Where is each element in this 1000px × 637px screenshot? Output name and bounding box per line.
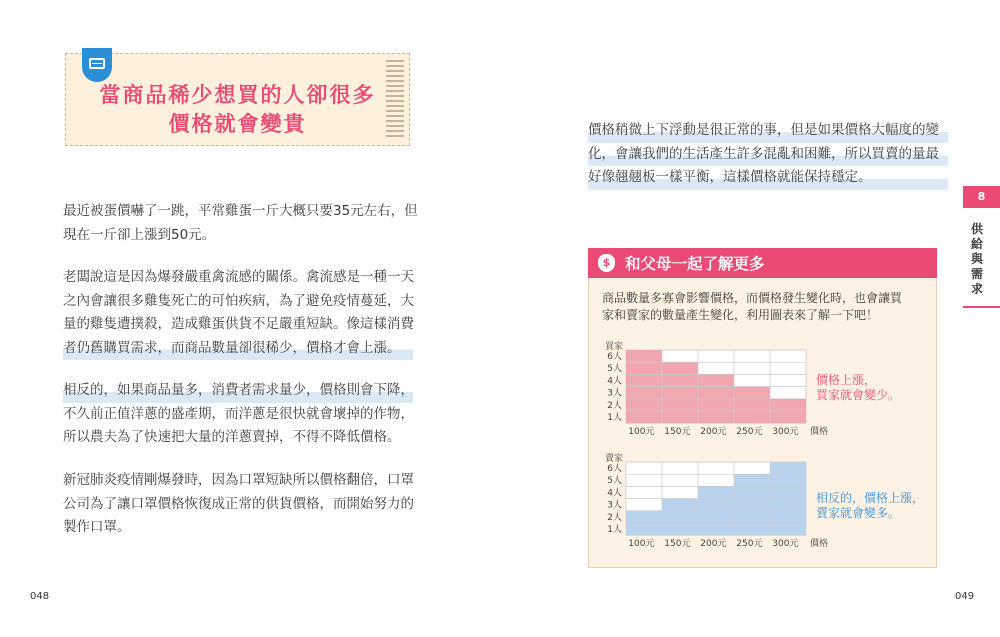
buyers-xtick: 250元 [736, 427, 763, 438]
buyers-note [816, 373, 900, 403]
buyers-xtick: 200元 [700, 427, 727, 438]
paragraph-4 [63, 469, 413, 540]
buyers-ytick: 6人 [607, 352, 622, 362]
sellers-ytick: 1人 [607, 525, 622, 535]
note-line: 買家就會變少。 [816, 388, 901, 402]
paragraph-line: 公司為了讓口罩價格恢復成正常的供貨價格，而開始努力的 [63, 495, 414, 512]
buyers-ytick: 5人 [607, 364, 622, 375]
chart-title-sellers: 賣家 [605, 454, 624, 464]
sellers-ytick: 5人 [607, 476, 622, 487]
right-paragraph [588, 119, 948, 190]
sellers-xtick: 100元 [628, 539, 655, 550]
paragraph-line: 老闆說這是因為爆發嚴重禽流感的關係。禽流感是一種一天 [63, 269, 414, 285]
page-number-right: 049 [955, 591, 975, 602]
buyers-xtick: 150元 [664, 427, 691, 438]
paragraph-line: 最近被蛋價嚇了一跳，平常雞蛋一斤大概只要35元左右，但 [63, 203, 418, 219]
paragraph-line: 所以農夫為了快速把大量的洋蔥賣掉，不得不降低價格。 [63, 429, 401, 445]
paragraph-line: 之內會讓很多雞隻死亡的可怕疾病，為了避免疫情蔓延，大 [63, 292, 414, 309]
sellers-ytick: 4人 [607, 488, 622, 499]
sellers-bar [662, 499, 698, 536]
title-line-2: 價格就會變貴 [168, 112, 307, 136]
paragraph-line: 價格稍微上下浮動是很正常的事，但是如果價格大幅度的變 [588, 119, 948, 143]
card-icon [89, 58, 105, 69]
buyers-xtick: 100元 [628, 427, 655, 438]
note-line: 價格上漲， [816, 373, 877, 387]
chapter-number: 8 [963, 186, 1000, 208]
buyers-ytick: 2人 [607, 400, 622, 411]
paragraph-line: 量的雞隻遭撲殺，造成雞蛋供貨不足嚴重短缺。像這樣消費 [63, 316, 414, 332]
paragraph-1 [63, 200, 418, 247]
sellers-note [816, 491, 924, 521]
intro-line: 家和賣家的數量產生變化，利用圖表來了解一下吧！ [602, 308, 879, 322]
paragraph-line: 新冠肺炎疫情剛爆發時，因為口罩短缺所以價格翻倍，口罩 [63, 472, 414, 488]
chapter-divider [963, 306, 1000, 308]
paragraph-line: 現在一斤卻上漲到50元。 [63, 226, 216, 243]
page-number-left: 048 [30, 591, 50, 602]
chapter-title: 供給與需求 [970, 222, 983, 296]
buyers-ytick: 4人 [607, 376, 622, 387]
sellers-bar [734, 474, 770, 535]
note-line: 相反的，價格上漲， [816, 491, 925, 505]
paragraph-2 [63, 266, 413, 360]
title-line-1: 當商品稀少想買的人卻很多 [99, 83, 376, 107]
sellers-xtick: 150元 [664, 539, 691, 550]
paragraph-line: 者仍舊購買需求，而商品數量卻很稀少，價格才會上漲。 [63, 337, 413, 361]
paragraph-line: 化，會讓我們的生活產生許多混亂和困難，所以買賣的量最 [588, 143, 948, 167]
sellers-xtick: 250元 [736, 539, 763, 550]
info-box-title: 和父母一起了解更多 [625, 255, 765, 273]
sellers-xlabel: 價格 [810, 539, 829, 550]
sellers-ytick: 3人 [607, 500, 622, 511]
buyers-ytick: 3人 [607, 388, 622, 399]
buyers-xtick: 300元 [772, 427, 799, 438]
paragraph-line: 不久前正值洋蔥的盛產期，而洋蔥是很快就會壞掉的作物， [63, 405, 414, 422]
sellers-ytick: 2人 [607, 512, 622, 523]
money-bag-icon [598, 254, 615, 272]
buyers-bar [662, 362, 698, 423]
paragraph-3 [63, 379, 413, 450]
buyers-bar [734, 387, 770, 424]
paragraph-line: 相反的，如果商品量多，消費者需求量少，價格則會下降， [63, 379, 413, 403]
sellers-ytick: 6人 [607, 464, 622, 474]
buyers-ytick: 1人 [607, 413, 622, 423]
sellers-xtick: 300元 [772, 539, 799, 550]
paragraph-line: 製作口罩。 [63, 519, 131, 535]
chart-title-buyers: 買家 [605, 342, 624, 352]
note-line: 賣家就會變多。 [816, 506, 901, 520]
sellers-xtick: 200元 [700, 539, 727, 550]
buyers-xlabel: 價格 [810, 427, 829, 438]
paragraph-line: 好像翹翹板一樣平衡，這樣價格就能保持穩定。 [588, 166, 948, 190]
info-box-intro [602, 290, 932, 324]
intro-line: 商品數量多寡會影響價格，而價格發生變化時，也會讓買 [602, 291, 903, 305]
